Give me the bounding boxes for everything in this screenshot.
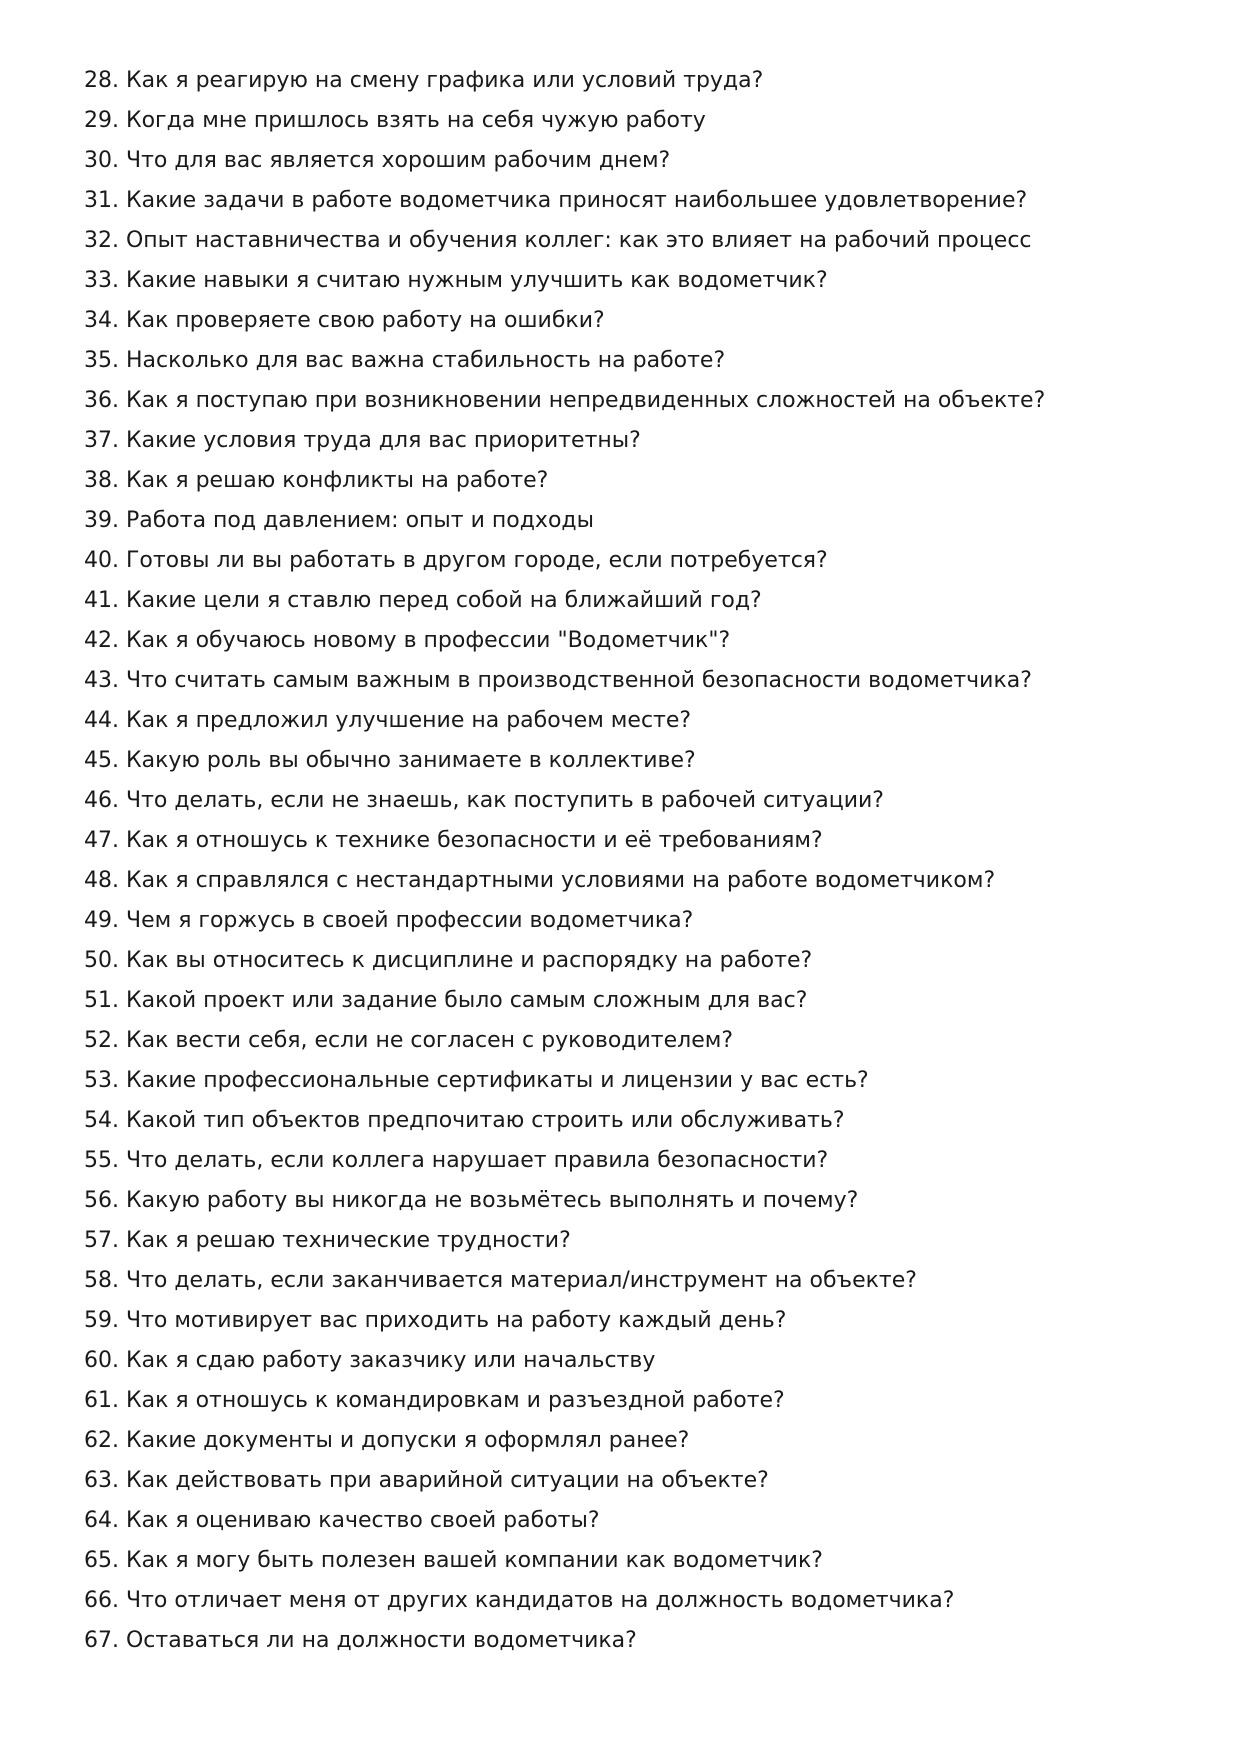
- question-item: 34. Как проверяете свою работу на ошибки?: [84, 308, 605, 333]
- question-item: 45. Какую роль вы обычно занимаете в коллективе?: [84, 748, 696, 773]
- question-item: 42. Как я обучаюсь новому в профессии "Водометчик"?: [84, 628, 731, 653]
- question-item: 66. Что отличает меня от других кандидатов на должность водометчика?: [84, 1588, 955, 1613]
- question-item: 31. Какие задачи в работе водометчика приносят наибольшее удовлетворение?: [84, 188, 1028, 213]
- question-item: 54. Какой тип объектов предпочитаю строить или обслуживать?: [84, 1108, 845, 1133]
- question-item: 29. Когда мне пришлось взять на себя чужую работу: [84, 108, 706, 133]
- question-item: 43. Что считать самым важным в производственной безопасности водометчика?: [84, 668, 1032, 693]
- question-item: 47. Как я отношусь к технике безопасности и её требованиям?: [84, 828, 823, 853]
- question-item: 48. Как я справлялся с нестандартными условиями на работе водометчиком?: [84, 868, 996, 893]
- question-item: 53. Какие профессиональные сертификаты и лицензии у вас есть?: [84, 1068, 869, 1093]
- question-list: [84, 61, 1045, 1661]
- question-item: 50. Как вы относитесь к дисциплине и распорядку на работе?: [84, 948, 813, 973]
- question-item: 65. Как я могу быть полезен вашей компании как водометчик?: [84, 1548, 823, 1573]
- question-item: 28. Как я реагирую на смену графика или условий труда?: [84, 68, 764, 93]
- question-item: 44. Как я предложил улучшение на рабочем месте?: [84, 708, 692, 733]
- question-item: 57. Как я решаю технические трудности?: [84, 1228, 571, 1253]
- question-item: 56. Какую работу вы никогда не возьмётесь выполнять и почему?: [84, 1188, 859, 1213]
- question-item: 32. Опыт наставничества и обучения коллег: как это влияет на рабочий процесс: [84, 228, 1032, 253]
- question-item: 52. Как вести себя, если не согласен с руководителем?: [84, 1028, 734, 1053]
- question-item: 51. Какой проект или задание было самым сложным для вас?: [84, 988, 808, 1013]
- question-item: 35. Насколько для вас важна стабильность на работе?: [84, 348, 726, 373]
- question-item: 38. Как я решаю конфликты на работе?: [84, 468, 549, 493]
- question-item: 46. Что делать, если не знаешь, как поступить в рабочей ситуации?: [84, 788, 884, 813]
- question-item: 63. Как действовать при аварийной ситуации на объекте?: [84, 1468, 769, 1493]
- question-item: 30. Что для вас является хорошим рабочим днем?: [84, 148, 671, 173]
- question-item: 36. Как я поступаю при возникновении непредвиденных сложностей на объекте?: [84, 388, 1046, 413]
- question-item: 60. Как я сдаю работу заказчику или начальству: [84, 1348, 656, 1373]
- question-item: 64. Как я оцениваю качество своей работы?: [84, 1508, 600, 1533]
- question-item: 33. Какие навыки я считаю нужным улучшить как водометчик?: [84, 268, 828, 293]
- question-item: 55. Что делать, если коллега нарушает правила безопасности?: [84, 1148, 829, 1173]
- question-item: 67. Оставаться ли на должности водометчика?: [84, 1628, 637, 1653]
- question-item: 39. Работа под давлением: опыт и подходы: [84, 508, 594, 533]
- question-item: 40. Готовы ли вы работать в другом городе, если потребуется?: [84, 548, 828, 573]
- question-item: 62. Какие документы и допуски я оформлял ранее?: [84, 1428, 690, 1453]
- question-item: 61. Как я отношусь к командировкам и разъездной работе?: [84, 1388, 785, 1413]
- question-item: 49. Чем я горжусь в своей профессии водометчика?: [84, 908, 694, 933]
- question-item: 59. Что мотивирует вас приходить на работу каждый день?: [84, 1308, 787, 1333]
- question-item: 58. Что делать, если заканчивается материал/инструмент на объекте?: [84, 1268, 917, 1293]
- question-item: 41. Какие цели я ставлю перед собой на ближайший год?: [84, 588, 762, 613]
- question-item: 37. Какие условия труда для вас приоритетны?: [84, 428, 641, 453]
